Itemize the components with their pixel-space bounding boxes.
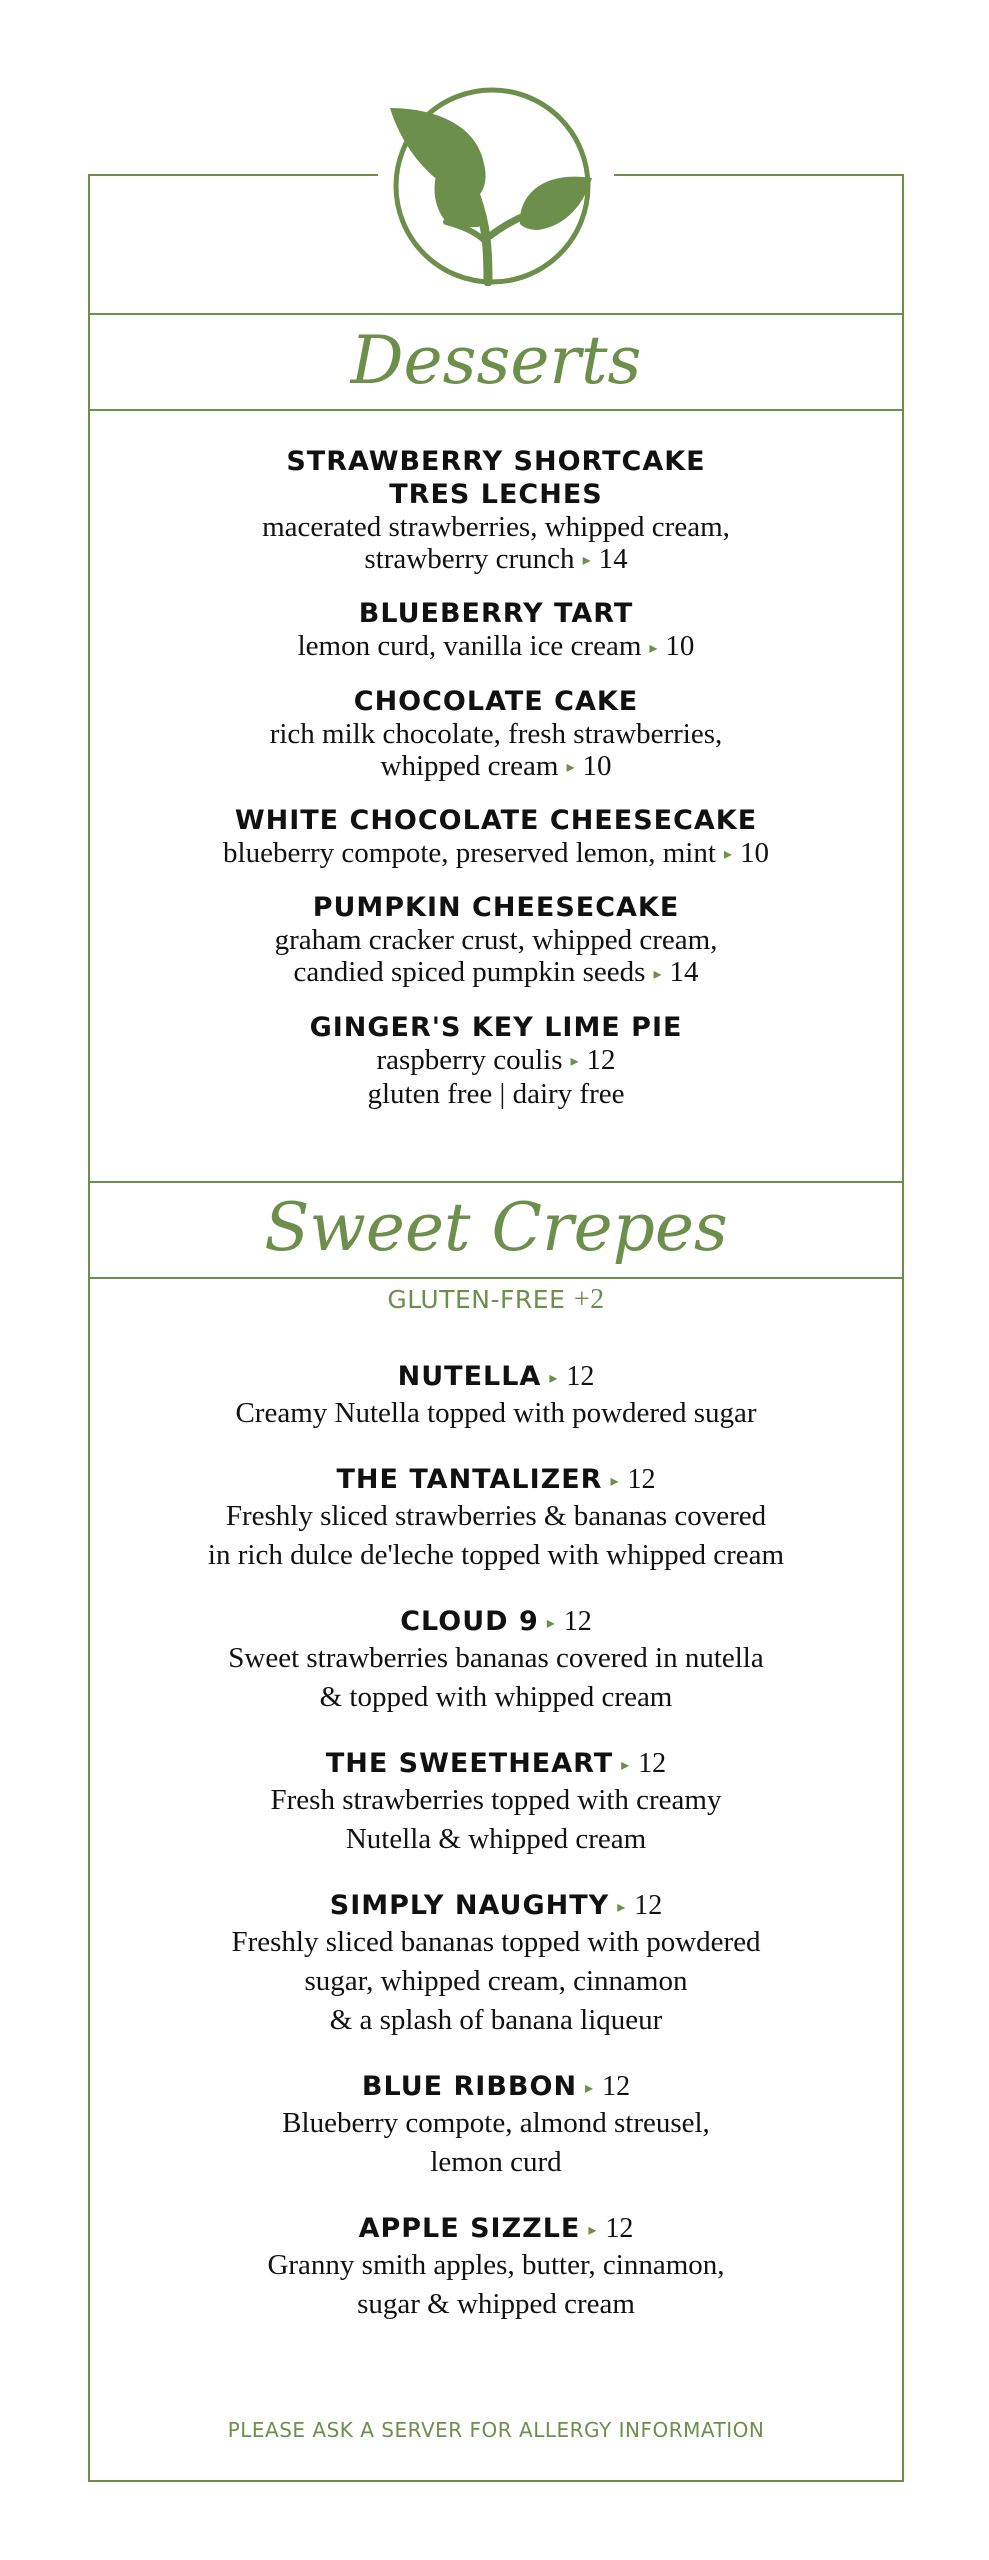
gluten-free-price: +2 [573,1284,605,1315]
crepes-list [120,1360,872,2354]
description-text: candied spiced pumpkin seeds [293,956,646,989]
crepe-name [120,2212,872,2246]
crepe-description: Sweet strawberries bananas covered in nutella [228,1642,764,1674]
dessert-description [120,543,872,577]
dessert-name: GINGER'S KEY LIME PIE [309,1011,683,1043]
triangle-right-icon: ▸ [649,639,658,657]
crepe-price: 12 [634,1890,663,1921]
dessert-item [120,1011,872,1110]
description-text: whipped cream [380,749,559,782]
triangle-right-icon: ▸ [566,759,575,777]
dessert-item [120,891,872,990]
triangle-right-icon: ▸ [549,1368,559,1387]
triangle-right-icon: ▸ [610,1471,620,1490]
crepe-description: & a splash of banana liqueur [329,2004,663,2036]
crepe-description: sugar & whipped cream [357,2288,635,2320]
crepe-name [120,1463,872,1497]
crepe-price: 12 [605,2213,634,2244]
dessert-item [120,685,872,784]
crepe-title: NUTELLA [397,1361,542,1392]
crepe-name [120,1605,872,1639]
crepe-item [120,1889,872,2040]
crepe-description: Nutella & whipped cream [345,1823,647,1855]
divider [88,409,904,411]
crepe-title: APPLE SIZZLE [358,2213,581,2244]
crepe-title: CLOUD 9 [400,1606,539,1637]
crepe-description: Fresh strawberries topped with creamy [270,1784,722,1816]
desserts-list [120,445,872,1130]
crepe-price: 12 [638,1748,667,1779]
crepe-price: 12 [627,1464,656,1495]
dessert-description [120,750,872,784]
triangle-right-icon: ▸ [588,2220,598,2239]
dessert-description [120,924,872,956]
gluten-free-note [88,1284,904,1316]
triangle-right-icon: ▸ [546,1613,556,1632]
description-text: macerated strawberries, whipped cream, [262,511,730,543]
crepe-price: 12 [602,2071,631,2102]
dessert-description [120,718,872,750]
crepe-description: Freshly sliced strawberries & bananas covered [225,1500,767,1532]
crepe-title: THE SWEETHEART [325,1748,614,1779]
dessert-name: BLUEBERRY TART [358,598,634,630]
allergy-footer: PLEASE ASK A SERVER FOR ALLERGY INFORMATION [227,2418,765,2442]
dessert-description [120,956,872,990]
triangle-right-icon: ▸ [621,1755,631,1774]
dessert-description [120,837,872,871]
dessert-price: 12 [586,1043,616,1076]
crepe-item [120,2212,872,2324]
crepe-description: Granny smith apples, butter, cinnamon, [267,2249,725,2281]
dessert-name: STRAWBERRY SHORTCAKE [286,446,706,477]
dessert-item [120,445,872,577]
dessert-price: 10 [739,837,769,870]
divider [88,313,904,315]
description-text: strawberry crunch [364,543,575,575]
crepe-price: 12 [563,1606,592,1637]
dessert-name: TRES LECHES [389,479,603,510]
triangle-right-icon: ▸ [617,1897,627,1916]
crepe-name [120,1889,872,1923]
dietary-note: gluten free | dairy free [367,1078,625,1111]
crepe-description: Blueberry compote, almond streusel, [282,2107,710,2139]
crepe-description: Creamy Nutella topped with powdered sugar [235,1397,757,1429]
gluten-free-label: GLUTEN-FREE [387,1285,566,1314]
description-text: raspberry coulis [376,1043,563,1076]
crepe-item [120,2070,872,2182]
desserts-heading: Desserts [350,322,642,399]
dessert-item [120,597,872,664]
description-text: lemon curd, vanilla ice cream [297,630,642,663]
leaf-sprout-logo-icon [380,86,610,286]
dessert-description [120,511,872,543]
crepe-name [120,1747,872,1781]
triangle-right-icon: ▸ [570,1053,579,1071]
crepe-name [120,1360,872,1394]
description-text: blueberry compote, preserved lemon, mint [223,837,716,870]
crepe-description: sugar, whipped cream, cinnamon [304,1965,688,1997]
sweet-crepes-heading: Sweet Crepes [264,1189,728,1266]
crepe-description: Freshly sliced bananas topped with powdered [231,1926,761,1958]
dessert-price: 14 [669,956,699,989]
dessert-price: 14 [598,543,628,575]
triangle-right-icon: ▸ [582,552,591,570]
crepe-item [120,1360,872,1433]
crepe-price: 12 [566,1361,595,1392]
crepe-description: in rich dulce de'leche topped with whipped cream [207,1539,785,1571]
crepe-item [120,1463,872,1575]
dessert-item [120,804,872,871]
crepe-title: THE TANTALIZER [336,1464,603,1495]
dessert-name: WHITE CHOCOLATE CHEESECAKE [234,805,758,837]
triangle-right-icon: ▸ [585,2078,595,2097]
crepe-name [120,2070,872,2104]
crepe-description: lemon curd [430,2146,562,2178]
crepe-description: & topped with whipped cream [319,1681,673,1713]
dessert-name: PUMPKIN CHEESECAKE [312,892,680,924]
dessert-price: 10 [665,630,695,663]
triangle-right-icon: ▸ [653,965,662,983]
dessert-name: CHOCOLATE CAKE [353,685,639,717]
dessert-description [120,630,872,664]
divider [88,1277,904,1279]
description-text: rich milk chocolate, fresh strawberries, [269,717,723,750]
dessert-price: 10 [582,749,612,782]
crepe-title: BLUE RIBBON [361,2071,578,2102]
triangle-right-icon: ▸ [723,846,732,864]
crepe-item [120,1605,872,1717]
crepe-title: SIMPLY NAUGHTY [329,1890,610,1921]
description-text: graham cracker crust, whipped cream, [274,924,718,957]
dessert-description [120,1044,872,1078]
crepe-item [120,1747,872,1859]
